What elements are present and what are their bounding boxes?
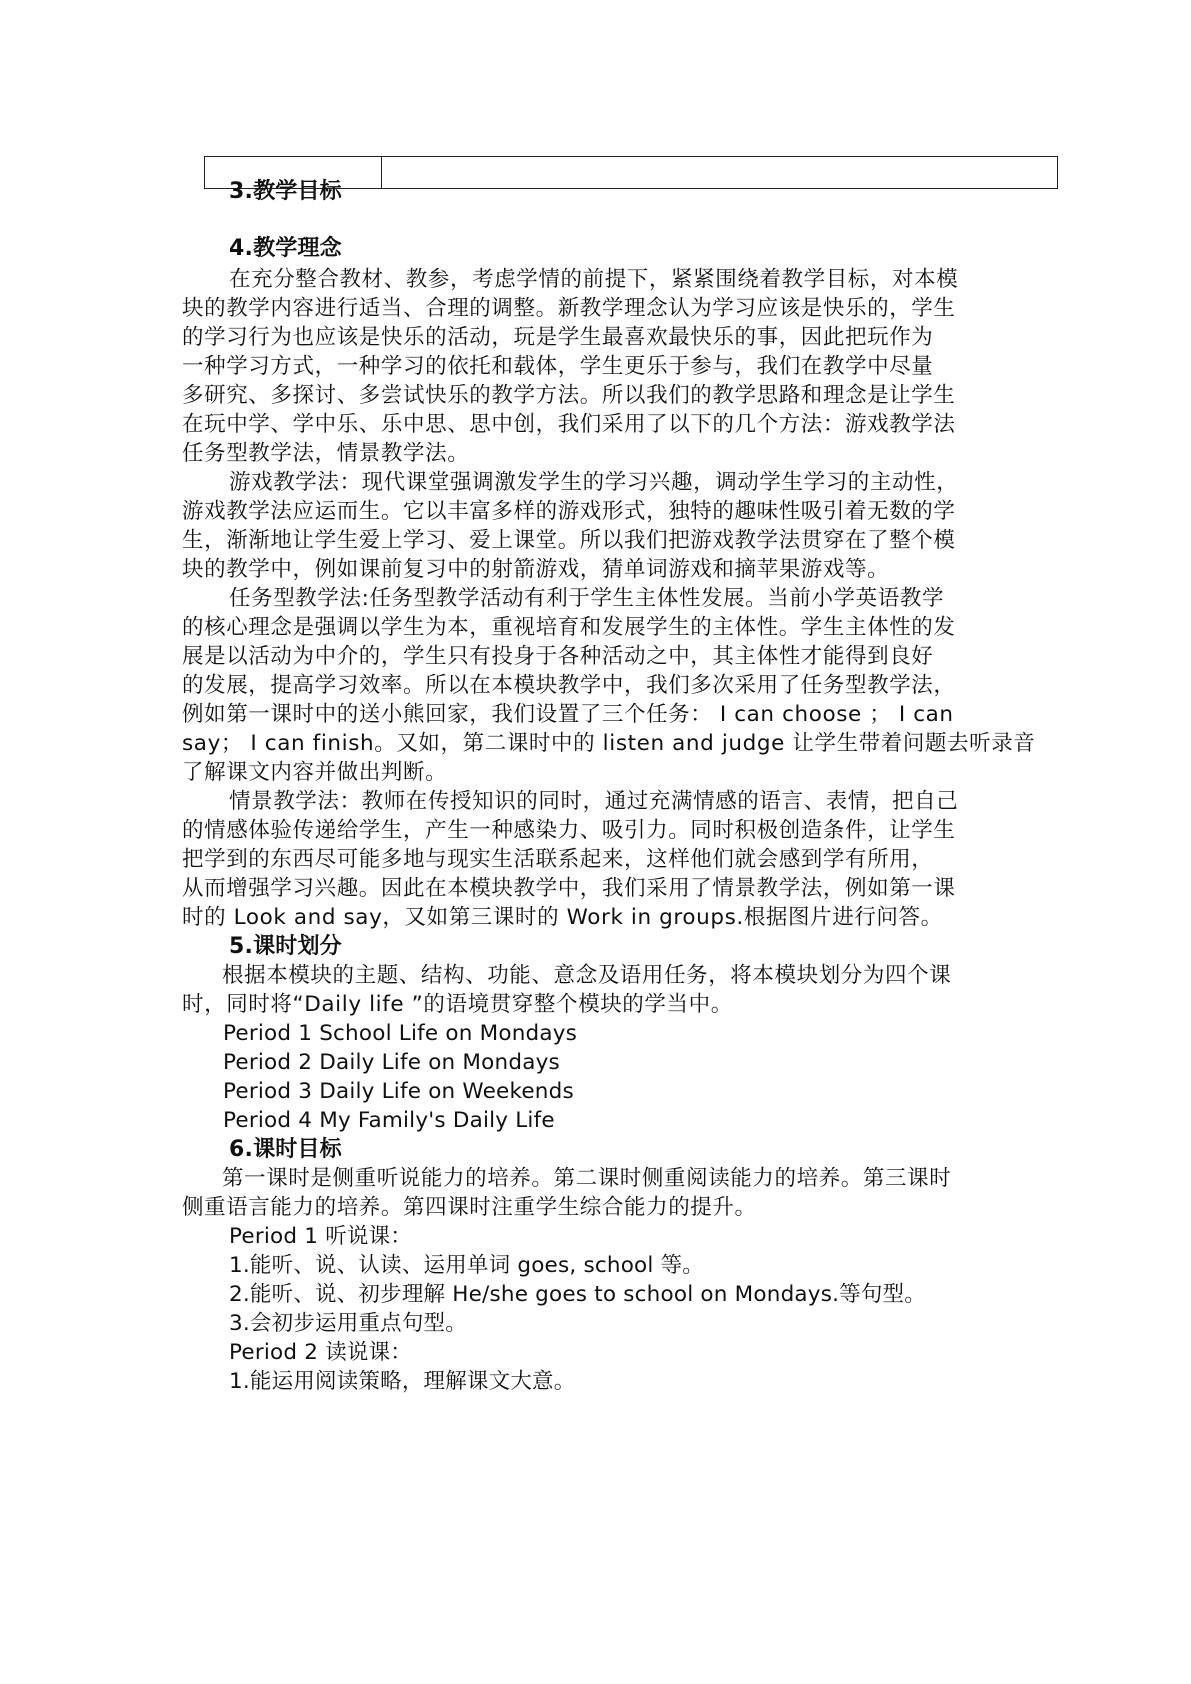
period-list-item: Period 4 My Family's Daily Life xyxy=(223,1108,555,1133)
paragraph-line: 游戏教学法应运而生。它以丰富多样的游戏形式，独特的趣味性吸引着无数的学 xyxy=(182,499,956,524)
paragraph-line: 块的教学中，例如课前复习中的射箭游戏，猜单词游戏和摘苹果游戏等。 xyxy=(182,557,890,582)
paragraph-line: 的学习行为也应该是快乐的活动，玩是学生最喜欢最快乐的事，因此把玩作为 xyxy=(182,325,934,350)
paragraph-line: 块的教学内容进行适当、合理的调整。新教学理念认为学习应该是快乐的，学生 xyxy=(182,296,956,321)
paragraph-line: 任务型教学法，情景教学法。 xyxy=(182,441,470,466)
paragraph-line: 情景教学法：教师在传授知识的同时，通过充满情感的语言、表情，把自己 xyxy=(229,789,959,814)
paragraph-line: 第一课时是侧重听说能力的培养。第二课时侧重阅读能力的培养。第三课时 xyxy=(222,1166,952,1191)
objective-item: 3.会初步运用重点句型。 xyxy=(229,1311,467,1336)
heading-teaching-philosophy: 4.教学理念 xyxy=(229,236,342,261)
period-list-item: Period 1 School Life on Mondays xyxy=(223,1021,578,1046)
paragraph-line: 时的 Look and say，又如第三课时的 Work in groups.根据图片进行问答。 xyxy=(182,905,943,930)
paragraph-line: 从而增强学习兴趣。因此在本模块教学中，我们采用了情景教学法，例如第一课 xyxy=(182,876,956,901)
objective-item: 1.能运用阅读策略，理解课文大意。 xyxy=(229,1369,576,1394)
paragraph-line: 任务型教学法:任务型教学活动有利于学生主体性发展。当前小学英语教学 xyxy=(229,586,945,611)
paragraph-line: 把学到的东西尽可能多地与现实生活联系起来，这样他们就会感到学有所用， xyxy=(182,847,934,872)
paragraph-line: 了解课文内容并做出判断。 xyxy=(182,760,448,785)
paragraph-line: 多研究、多探讨、多尝试快乐的教学方法。所以我们的教学思路和理念是让学生 xyxy=(182,383,956,408)
period-list-item: Period 2 Daily Life on Mondays xyxy=(223,1050,560,1075)
paragraph-line: 展是以活动为中介的，学生只有投身于各种活动之中，其主体性才能得到良好 xyxy=(182,644,934,669)
period-subheading: Period 2 读说课： xyxy=(229,1340,412,1365)
paragraph-line: 的情感体验传递给学生，产生一种感染力、吸引力。同时积极创造条件，让学生 xyxy=(182,818,956,843)
paragraph-line: 在充分整合教材、教参，考虑学情的前提下，紧紧围绕着教学目标，对本模 xyxy=(229,267,959,292)
objective-item: 1.能听、说、认读、运用单词 goes, school 等。 xyxy=(229,1253,705,1278)
paragraph-line: 时，同时将“Daily life ”的语境贯穿整个模块的学当中。 xyxy=(182,992,733,1017)
heading-teaching-objectives: 3.教学目标 xyxy=(229,179,342,204)
heading-period-objectives: 6.课时目标 xyxy=(229,1137,342,1162)
paragraph-line: 根据本模块的主题、结构、功能、意念及语用任务，将本模块划分为四个课 xyxy=(222,963,952,988)
period-list-item: Period 3 Daily Life on Weekends xyxy=(223,1079,574,1104)
objective-item: 2.能听、说、初步理解 He/she goes to school on Mondays.等句型。 xyxy=(229,1282,926,1307)
paragraph-line: say； I can finish。又如，第二课时中的 listen and judge 让学生带着问题去听录音 xyxy=(182,731,1036,756)
period-subheading: Period 1 听说课： xyxy=(229,1224,412,1249)
heading-period-division: 5.课时划分 xyxy=(229,934,342,959)
table-cell-divider xyxy=(381,157,382,188)
paragraph-line: 在玩中学、学中乐、乐中思、思中创，我们采用了以下的几个方法：游戏教学法 xyxy=(182,412,956,437)
paragraph-line: 生，渐渐地让学生爱上学习、爱上课堂。所以我们把游戏教学法贯穿在了整个模 xyxy=(182,528,956,553)
paragraph-line: 的核心理念是强调以学生为本，重视培育和发展学生的主体性。学生主体性的发 xyxy=(182,615,956,640)
paragraph-line: 的发展，提高学习效率。所以在本模块教学中，我们多次采用了任务型教学法， xyxy=(182,673,956,698)
paragraph-line: 游戏教学法：现代课堂强调激发学生的学习兴趣，调动学生学习的主动性， xyxy=(229,470,959,495)
paragraph-line: 例如第一课时中的送小熊回家，我们设置了三个任务： I can choose ； I can xyxy=(182,702,954,727)
paragraph-line: 一种学习方式，一种学习的依托和载体，学生更乐于参与，我们在教学中尽量 xyxy=(182,354,934,379)
paragraph-line: 侧重语言能力的培养。第四课时注重学生综合能力的提升。 xyxy=(182,1195,757,1220)
